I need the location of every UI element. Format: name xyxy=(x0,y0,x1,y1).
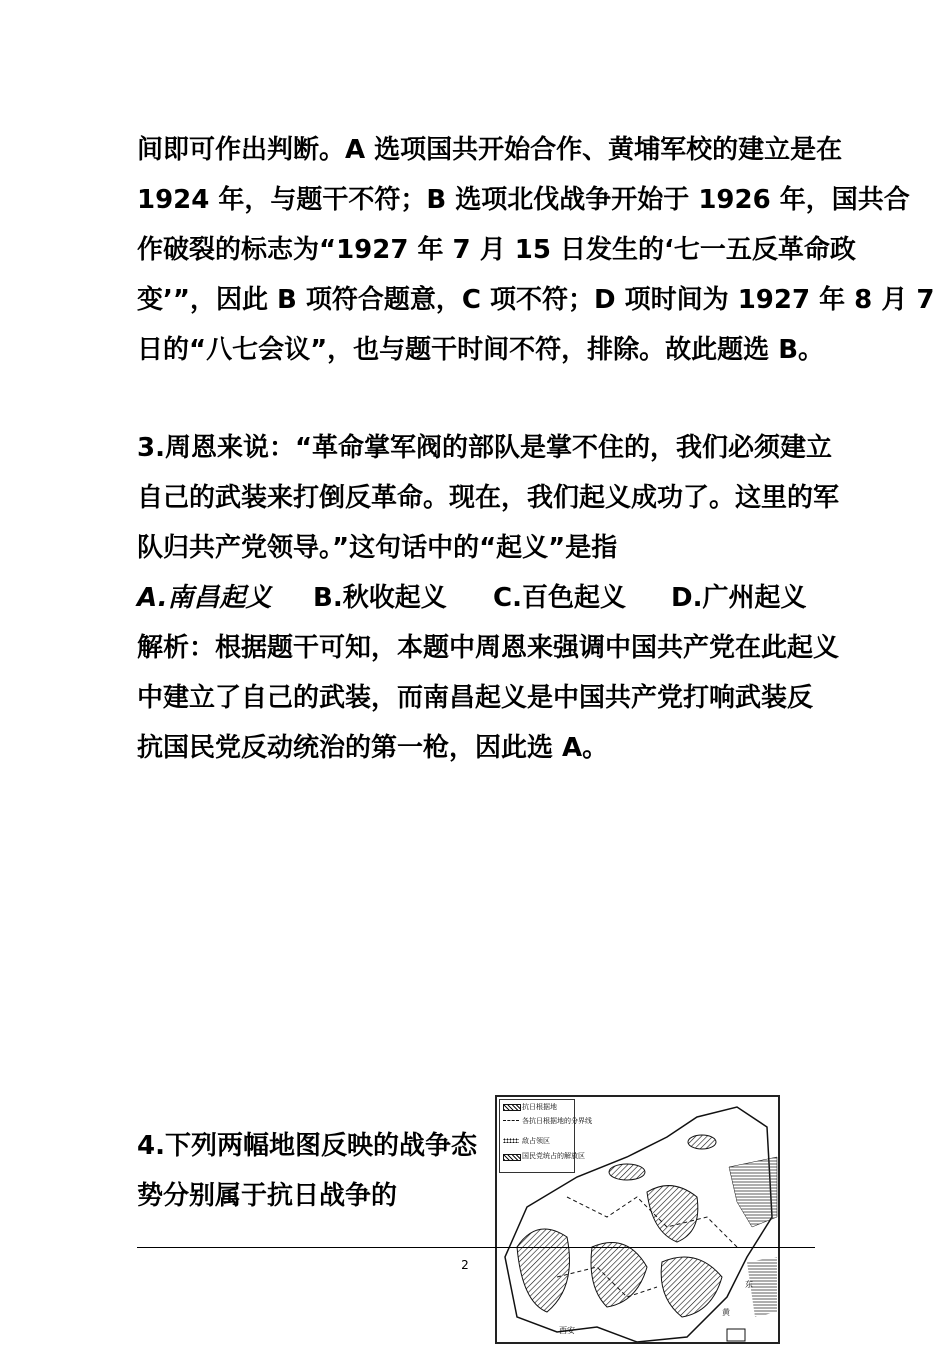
option-d: D.广州起义 xyxy=(671,583,807,613)
map-legend xyxy=(499,1099,592,1173)
legend-dash-swatch xyxy=(503,1120,519,1126)
paragraph-line: 1924 年，与题干不符；B 选项北伐战争开始于 1926 年，国共合 xyxy=(137,185,910,215)
question3-stem-line: 自己的武装来打倒反革命。现在，我们起义成功了。这里的军 xyxy=(137,483,840,513)
legend-hatch-swatch xyxy=(503,1154,521,1161)
page-number: 2 xyxy=(461,1258,469,1272)
legend-item: 国民党统占的解放区 xyxy=(522,1152,585,1160)
legend-hatch-swatch xyxy=(503,1104,521,1111)
question3-analysis-line: 抗国民党反动统治的第一枪，因此选 A。 xyxy=(137,733,609,763)
map-label: 黄 xyxy=(722,1308,730,1317)
legend-item: 各抗日根据地的分界线 xyxy=(522,1117,592,1125)
paragraph-line: 日的“八七会议”，也与题干时间不符，排除。故此题选 B。 xyxy=(137,335,825,365)
legend-dots-swatch xyxy=(503,1138,519,1143)
option-b: B.秋收起义 xyxy=(313,583,447,613)
option-c: C.百色起义 xyxy=(493,583,626,613)
question3-stem-line: 3.周恩来说：“革命掌军阀的部队是掌不住的，我们必须建立 xyxy=(137,433,833,463)
question4-stem-line: 4.下列两幅地图反映的战争态 xyxy=(137,1131,477,1161)
question3-stem-line: 队归共产党领导。”这句话中的“起义”是指 xyxy=(137,533,618,563)
paragraph-line: 变’”，因此 B 项符合题意，C 项不符；D 项时间为 1927 年 8 月 7 xyxy=(137,285,935,315)
war-situation-map xyxy=(495,1095,780,1344)
legend-item: 抗日根据地 xyxy=(522,1103,557,1111)
paragraph-line: 作破裂的标志为“1927 年 7 月 15 日发生的‘七一五反革命政 xyxy=(137,235,856,265)
footer-rule xyxy=(137,1247,815,1248)
option-a: A.南昌起义 xyxy=(137,583,272,613)
legend-item: 敌占领区 xyxy=(522,1137,550,1145)
map-label: 西安 xyxy=(559,1326,575,1335)
paragraph-line: 间即可作出判断。A 选项国共开始合作、黄埔军校的建立是在 xyxy=(137,135,843,165)
question3-options xyxy=(137,580,806,616)
question3-analysis-line: 中建立了自己的武装，而南昌起义是中国共产党打响武装反 xyxy=(137,683,814,713)
question3-analysis-line: 解析：根据题干可知，本题中周恩来强调中国共产党在此起义 xyxy=(137,633,840,663)
map-label: 东 xyxy=(745,1280,753,1289)
question4-stem-line: 势分别属于抗日战争的 xyxy=(137,1181,398,1211)
